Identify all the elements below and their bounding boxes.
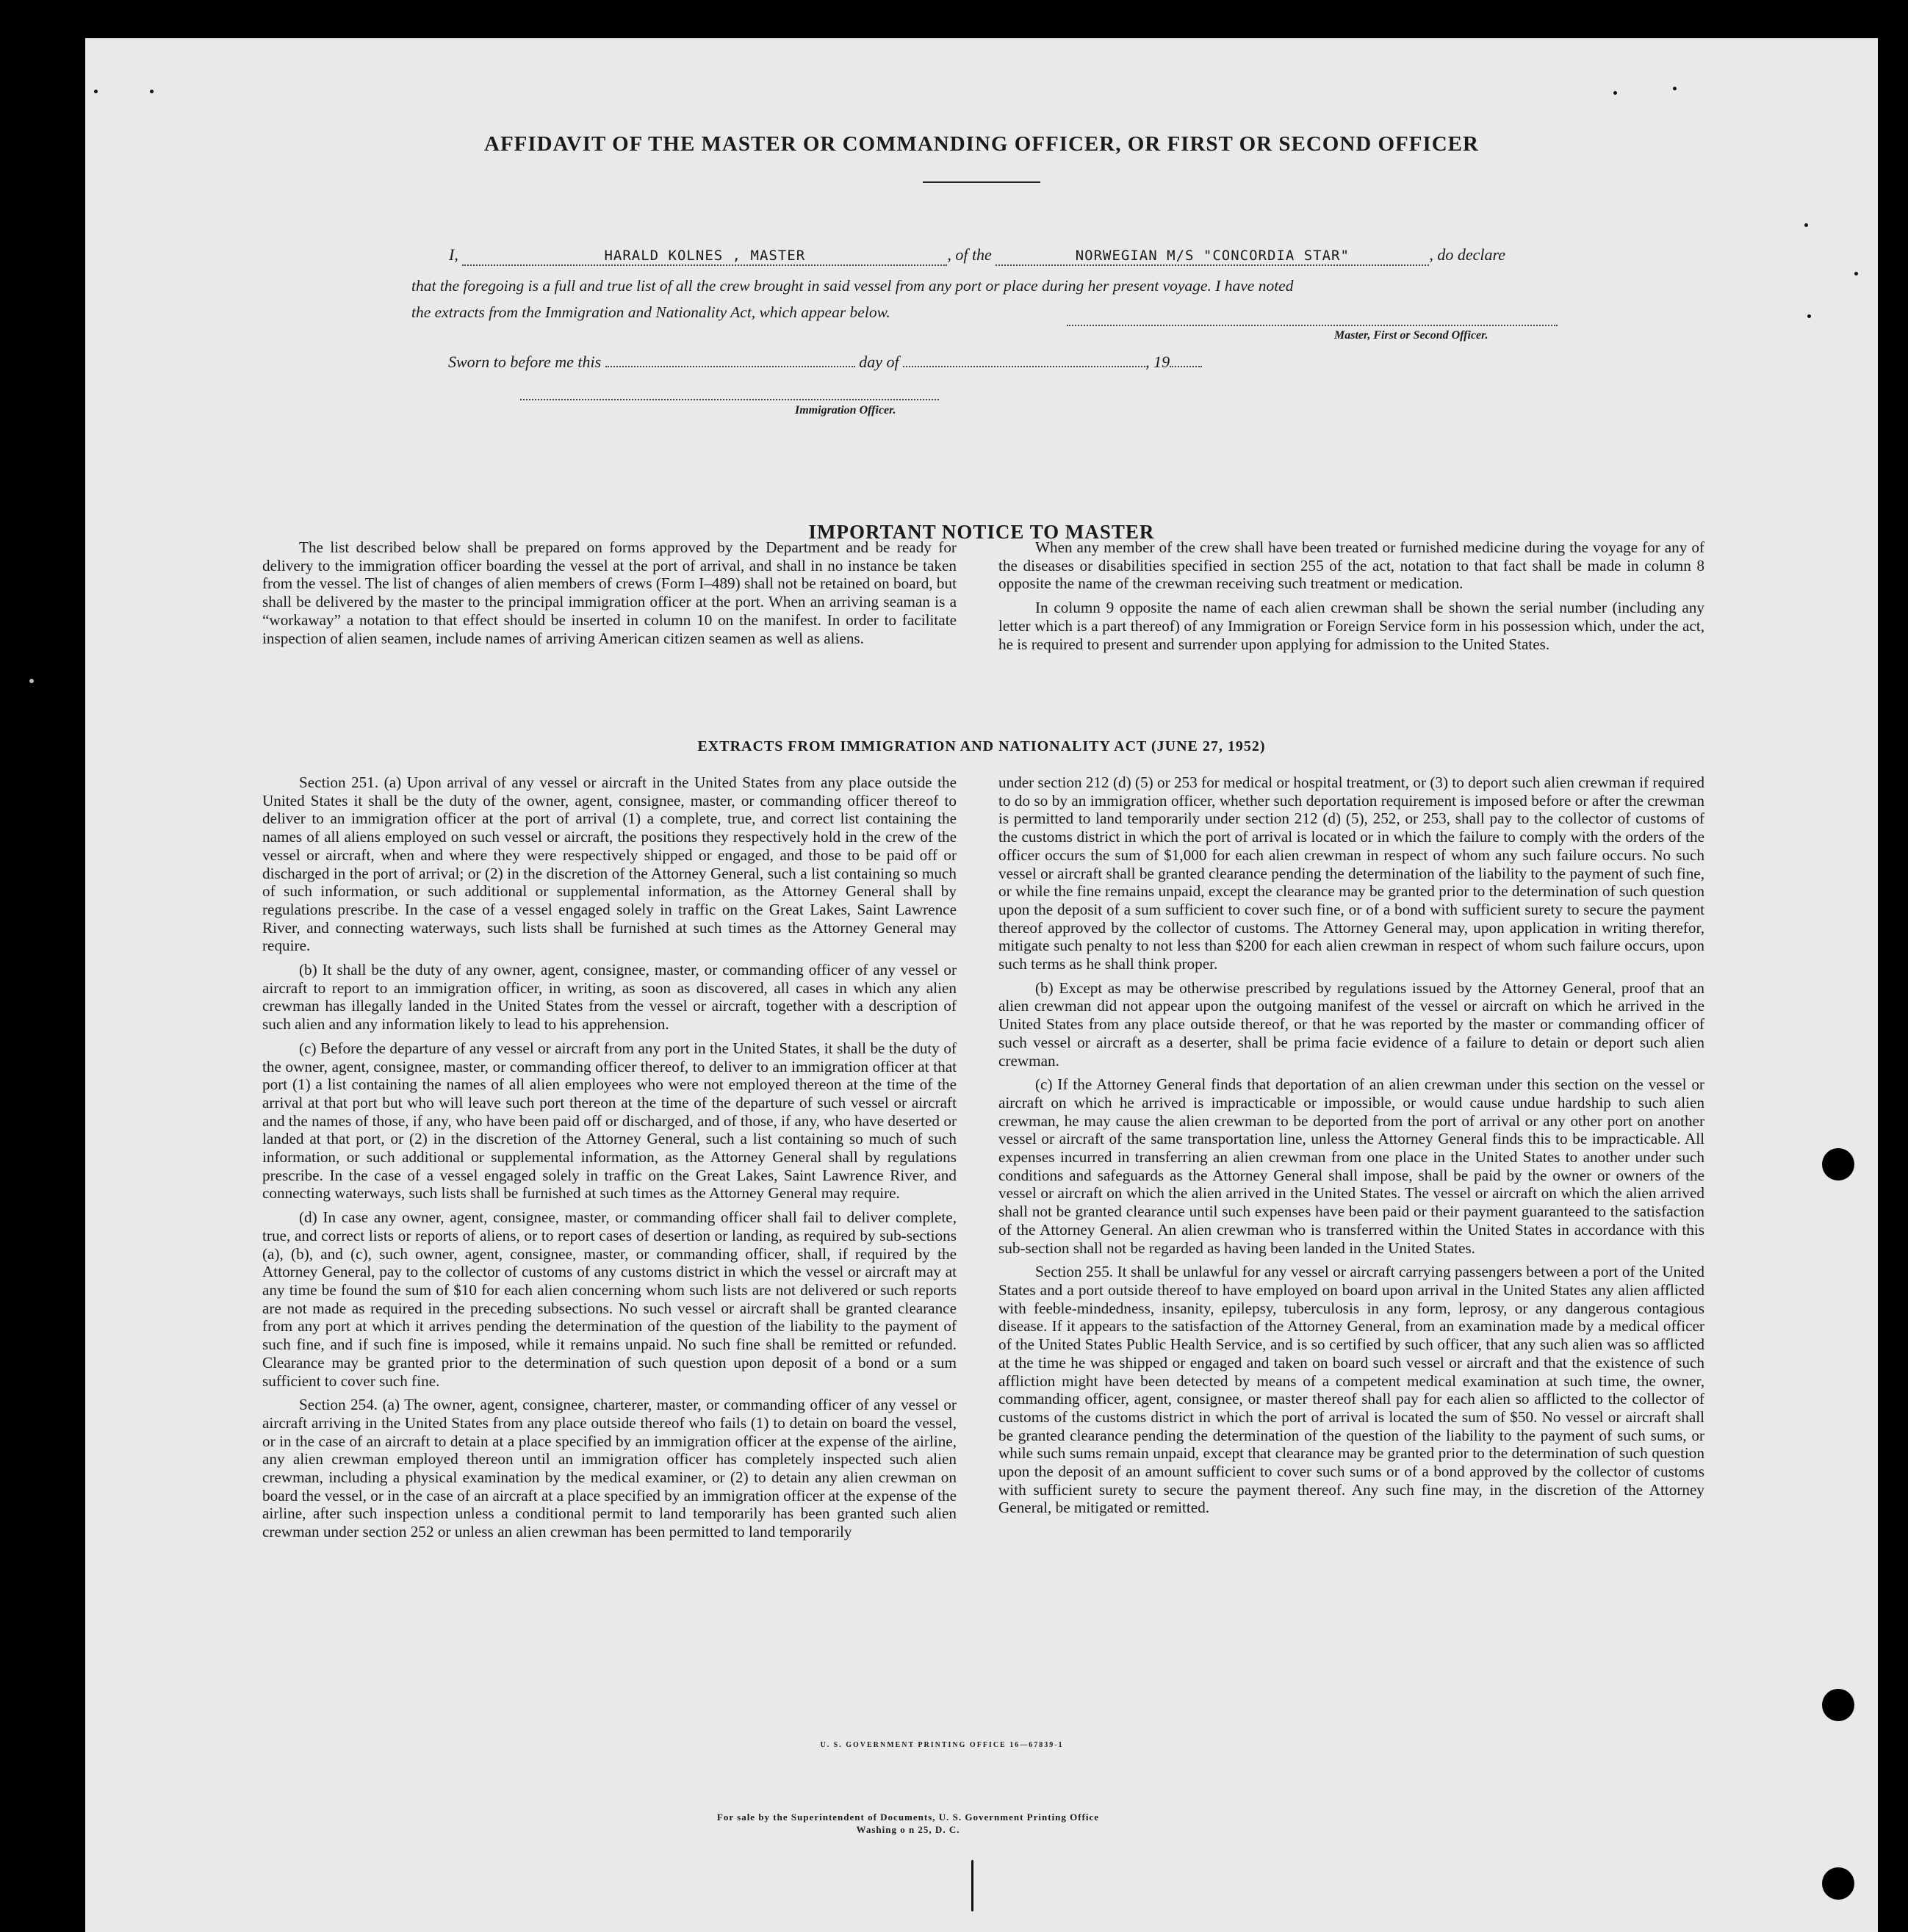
section-254-b: (b) Except as may be otherwise prescribed by regulations issued by the Attorney General, proof that an alien crewman did not appear upon the outgoing manifest of the vessel or aircraft on which he arrived in the United States from any place outside thereof, or that he was reported by the master or commanding officer of such vessel or aircraft as a deserter, shall be prima facie evidence of a failure to detain or deport such alien crewman. bbox=[998, 978, 1704, 1070]
sworn-line bbox=[448, 353, 1202, 372]
declaration-line-2: that the foregoing is a full and true list of all the crew brought in said vessel from any port or place during her present voyage. I have noted bbox=[411, 277, 1294, 295]
declaration-line-3: the extracts from the Immigration and Nationality Act, which appear below. bbox=[411, 303, 890, 321]
section-254-a-continued: under section 212 (d) (5) or 253 for medical or hospital treatment, or (3) to deport such alien crewman if required to do so by an immigration officer, whether such deportation requirement is imposed before or after the crewman is permitted to land temporarily under section 212 (d) (5), 252, or 253, shall pay to the collector of customs of the customs district in which the port of arrival is located or in which the failure to comply with the orders of the officer occurs the sum of $1,000 for each alien crewman in respect of whom any such failure occurs. No such vessel or aircraft shall be granted clearance pending the determination of the liability to the payment of such fine, or while the fine remains unpaid, except the clearance may be granted prior to the determination of such question upon the deposit of a sum sufficient to cover such fine, or of a bond with sufficient surety to secure the payment thereof approved by the collector of customs. The Attorney General may, upon application in writing therefor, mitigate such penalty to not less than $200 for each alien crewman in respect of whom such failure occurs, upon such terms as he shall think proper. bbox=[998, 774, 1704, 973]
gpo-imprint: U. S. GOVERNMENT PRINTING OFFICE 16—67839-1 bbox=[820, 1741, 1064, 1749]
section-254-a: Section 254. (a) The owner, agent, consignee, charterer, master, or commanding officer of any vessel or aircraft arriving in the United States from any place outside thereof who fails (1) to detain on board the vessel, or in the case of an aircraft to detain at a place specified by an immigration officer at the expense of the airline, any alien crewman employed thereon until an immigration officer has completely inspected such alien crewman, including a physical examination by the medical examiner, or (2) to detain any alien crewman on board the vessel, or in the case of an aircraft at a place specified by an immigration officer at the expense of the airline, after such inspection unless a conditional permit to land temporarily has been granted such alien crewman under section 252 or unless an alien crewman has been permitted to land temporarily bbox=[262, 1396, 957, 1541]
scan-speck bbox=[94, 90, 98, 93]
notice-right-paragraph-1: When any member of the crew shall have been treated or furnished medicine during the voyage for any of the diseases or disabilities specified in section 255 of the act, notation to that fact shall be made in column 8 opposite the name of the crewman receiving such treatment or medication. bbox=[998, 538, 1704, 593]
scan-speck bbox=[1613, 91, 1617, 95]
sale-line-1: For sale by the Superintendent of Documents, U. S. Government Printing Office bbox=[716, 1812, 1100, 1823]
sale-line-2: Washing o n 25, D. C. bbox=[856, 1824, 960, 1835]
sworn-day-field[interactable] bbox=[605, 366, 855, 367]
sale-notice bbox=[12, 1811, 1804, 1836]
scan-speck bbox=[150, 90, 154, 93]
extracts-right-column bbox=[998, 738, 1704, 1523]
scan-speck bbox=[1807, 314, 1811, 318]
section-251-a: Section 251. (a) Upon arrival of any vessel or aircraft in the United States from any place outside the United States it shall be the duty of the owner, agent, consignee, master, or commanding officer thereof to deliver to an immigration officer at the port of arrival (1) a complete, true, and correct list containing the names of all aliens employed on such vessel or aircraft, the positions they respectively hold in the crew of the vessel or aircraft, when and where they were respectively shipped or engaged, and those to be paid off or discharged in the port of arrival; or (2) in the discretion of the Attorney General, such a list containing so much of such information, or such additional or supplemental information, as the Attorney General shall by regulations prescribe. In the case of a vessel engaged solely in traffic on the Great Lakes, Saint Lawrence River, and connecting waterways, such lists shall be furnished at such times as the Attorney General may require. bbox=[262, 774, 957, 955]
vessel-name-field[interactable]: NORWEGIAN M/S "CONCORDIA STAR" bbox=[996, 247, 1429, 266]
section-251-c: (c) Before the departure of any vessel or aircraft from any port in the United States, it shall be the duty of the owner, agent, consignee, master, or commanding officer thereof, to deliver to an immigration officer at that port (1) a list containing the names of all alien employees who were not employed thereon at the time of the arrival at that port but who will leave such port thereon at the time of the departure of such vessel or aircraft and the names of those, if any, who have been paid off or discharged, and of those, if any, who have deserted or landed at that port, or (2) in the discretion of the Attorney General, such a list containing so much of such information, or such additional or supplemental information, as the Attorney General shall by regulations prescribe. In the case of a vessel engaged solely in traffic on the Great Lakes, Saint Lawrence River, and connecting waterways, such lists shall be furnished at such times as the Attorney General may require. bbox=[262, 1039, 957, 1203]
of-the-label: , of the bbox=[947, 245, 992, 264]
document-page bbox=[85, 38, 1878, 1932]
scan-speck-margin bbox=[29, 679, 34, 683]
section-254-c: (c) If the Attorney General finds that deportation of an alien crewman under this section on the vessel or aircraft on which he arrived is impracticable or impossible, or would cause undue hardship to such alien crewman, he may cause the alien crewman to be deported from the port of arrival or any other port on another vessel or aircraft of the same transportation line, unless the Attorney General finds this to be impracticable. All expenses incurred in transferring an alien crewman from one place in the United States to another under such conditions and safeguards as the Attorney General shall impose, shall be paid by the owner or owners of the vessel or aircraft on which the alien arrived in the United States. The vessel or aircraft on which the alien arrived shall not be granted clearance until such expenses have been paid or their payment guaranteed to the satisfaction of the Attorney General. An alien crewman who is transferred within the United States in accordance with this sub-section shall not be regarded as having been landed in the United States. bbox=[998, 1075, 1704, 1257]
section-251-b: (b) It shall be the duty of any owner, agent, consignee, master, or commanding officer of any vessel or aircraft to report to an immigration officer, in writing, as soon as discovered, all cases in which any alien crewman has illegally landed in the United States from the vessel or aircraft, together with a description of such alien and any information likely to lead to his apprehension. bbox=[262, 961, 957, 1034]
punch-hole bbox=[1822, 1867, 1854, 1900]
crease-mark bbox=[971, 1860, 973, 1911]
sworn-prefix: Sworn to before me this bbox=[448, 353, 602, 371]
notice-right-paragraph-2: In column 9 opposite the name of each alien crewman shall be shown the serial number (including any letter which is a part thereof) of any Immigration or Foreign Service form in his possession which, under the act, he is required to present and surrender upon applying for admission to the United States. bbox=[998, 599, 1704, 653]
do-declare-label: , do declare bbox=[1429, 245, 1505, 264]
declare-prefix: I, bbox=[449, 245, 458, 264]
notice-title: IMPORTANT NOTICE TO MASTER bbox=[808, 521, 1155, 543]
master-signature-line[interactable] bbox=[1067, 325, 1558, 326]
immigration-officer-label: Immigration Officer. bbox=[795, 404, 896, 417]
notice-left-column bbox=[262, 538, 957, 653]
extracts-title: EXTRACTS FROM IMMIGRATION AND NATIONALITY ACT (JUNE 27, 1952) bbox=[697, 738, 1266, 754]
notice-right-column bbox=[998, 538, 1704, 659]
master-signature-label: Master, First or Second Officer. bbox=[1334, 329, 1488, 342]
immigration-officer-signature-line[interactable] bbox=[520, 399, 939, 400]
punch-hole bbox=[1822, 1148, 1854, 1181]
section-251-d: (d) In case any owner, agent, consignee, master, or commanding officer shall fail to deliver complete, true, and correct lists or reports of aliens, or to report cases of desertion or landing, as required by sub-sections (a), (b), and (c), such owner, agent, consignee, master, or commanding officer, shall, if required by the Attorney General, pay to the collector of customs of any customs district in which the vessel or aircraft may at any time be found the sum of $10 for each alien concerning whom such lists are not delivered or such reports are not made as required in the preceding subsections. No such vessel or aircraft shall be granted clearance from any port at which it arrives pending the determination of the question of the liability to the payment of such fine, and if such fine is imposed, while it remains unpaid. No such fine shall be remitted or refunded. Clearance may be granted prior to the determination of such question upon deposit of a bond or a sum sufficient to cover such fine. bbox=[262, 1208, 957, 1390]
section-255: Section 255. It shall be unlawful for any vessel or aircraft carrying passengers between a port of the United States and a port outside thereof to have employed on board upon arrival in the United States any alien afflicted with feeble-mindedness, insanity, epilepsy, tuberculosis in any form, leprosy, or any dangerous contagious disease. If it appears to the satisfaction of the Attorney General, from an examination made by a medical officer of the United States Public Health Service, and is so certified by such officer, that any such alien was so afflicted at the time he was shipped or engaged and taken on board such vessel or aircraft and that the existence of such affliction might have been detected by means of a competent medical examination at such time, the owner, commanding officer, agent, consignee, or master thereof shall pay for each alien so afflicted to the collector of customs of the customs district in which the port of arrival is located the sum of $50. No vessel or aircraft shall be granted clearance pending the determination of the question of the liability to the payment of such sums, or while such sums remain unpaid, except that clearance may be granted prior to the determination of such question upon the deposit of an amount sufficient to cover such sums or of a bond approved by the collector of customs with sufficient surety to secure the payment thereof. Any such fine may, in the discretion of the Attorney General, be mitigated or remitted. bbox=[998, 1263, 1704, 1517]
punch-hole bbox=[1822, 1689, 1854, 1721]
day-of-label: day of bbox=[859, 353, 899, 371]
scan-speck bbox=[1804, 223, 1808, 227]
notice-left-paragraph: The list described below shall be prepared on forms approved by the Department and be ready for delivery to the immigration officer boarding the vessel at the port of arrival, and shall in no instance be taken from the vessel. The list of changes of alien members of crews (Form I–489) shall not be retained on board, but shall be delivered by the master to the principal immigration officer at the port. When an arriving seaman is a “workaway” a notation to that effect should be inserted in column 10 on the manifest. In order to facilitate inspection of alien seamen, include names of arriving American citizen seamen as well as aliens. bbox=[262, 538, 957, 647]
extracts-left-column bbox=[262, 738, 957, 1547]
declaration-line-1 bbox=[449, 245, 1505, 266]
affidavit-title: AFFIDAVIT OF THE MASTER OR COMMANDING OFFICER, OR FIRST OR SECOND OFFICER bbox=[484, 132, 1479, 156]
sworn-year-field[interactable] bbox=[1170, 366, 1202, 367]
master-name-field[interactable]: HARALD KOLNES , MASTER bbox=[462, 247, 947, 266]
sworn-month-field[interactable] bbox=[903, 366, 1145, 367]
scan-speck bbox=[1854, 272, 1858, 275]
scan-speck bbox=[1673, 87, 1677, 90]
title-underline bbox=[923, 181, 1040, 183]
year-prefix: , 19 bbox=[1145, 353, 1170, 371]
